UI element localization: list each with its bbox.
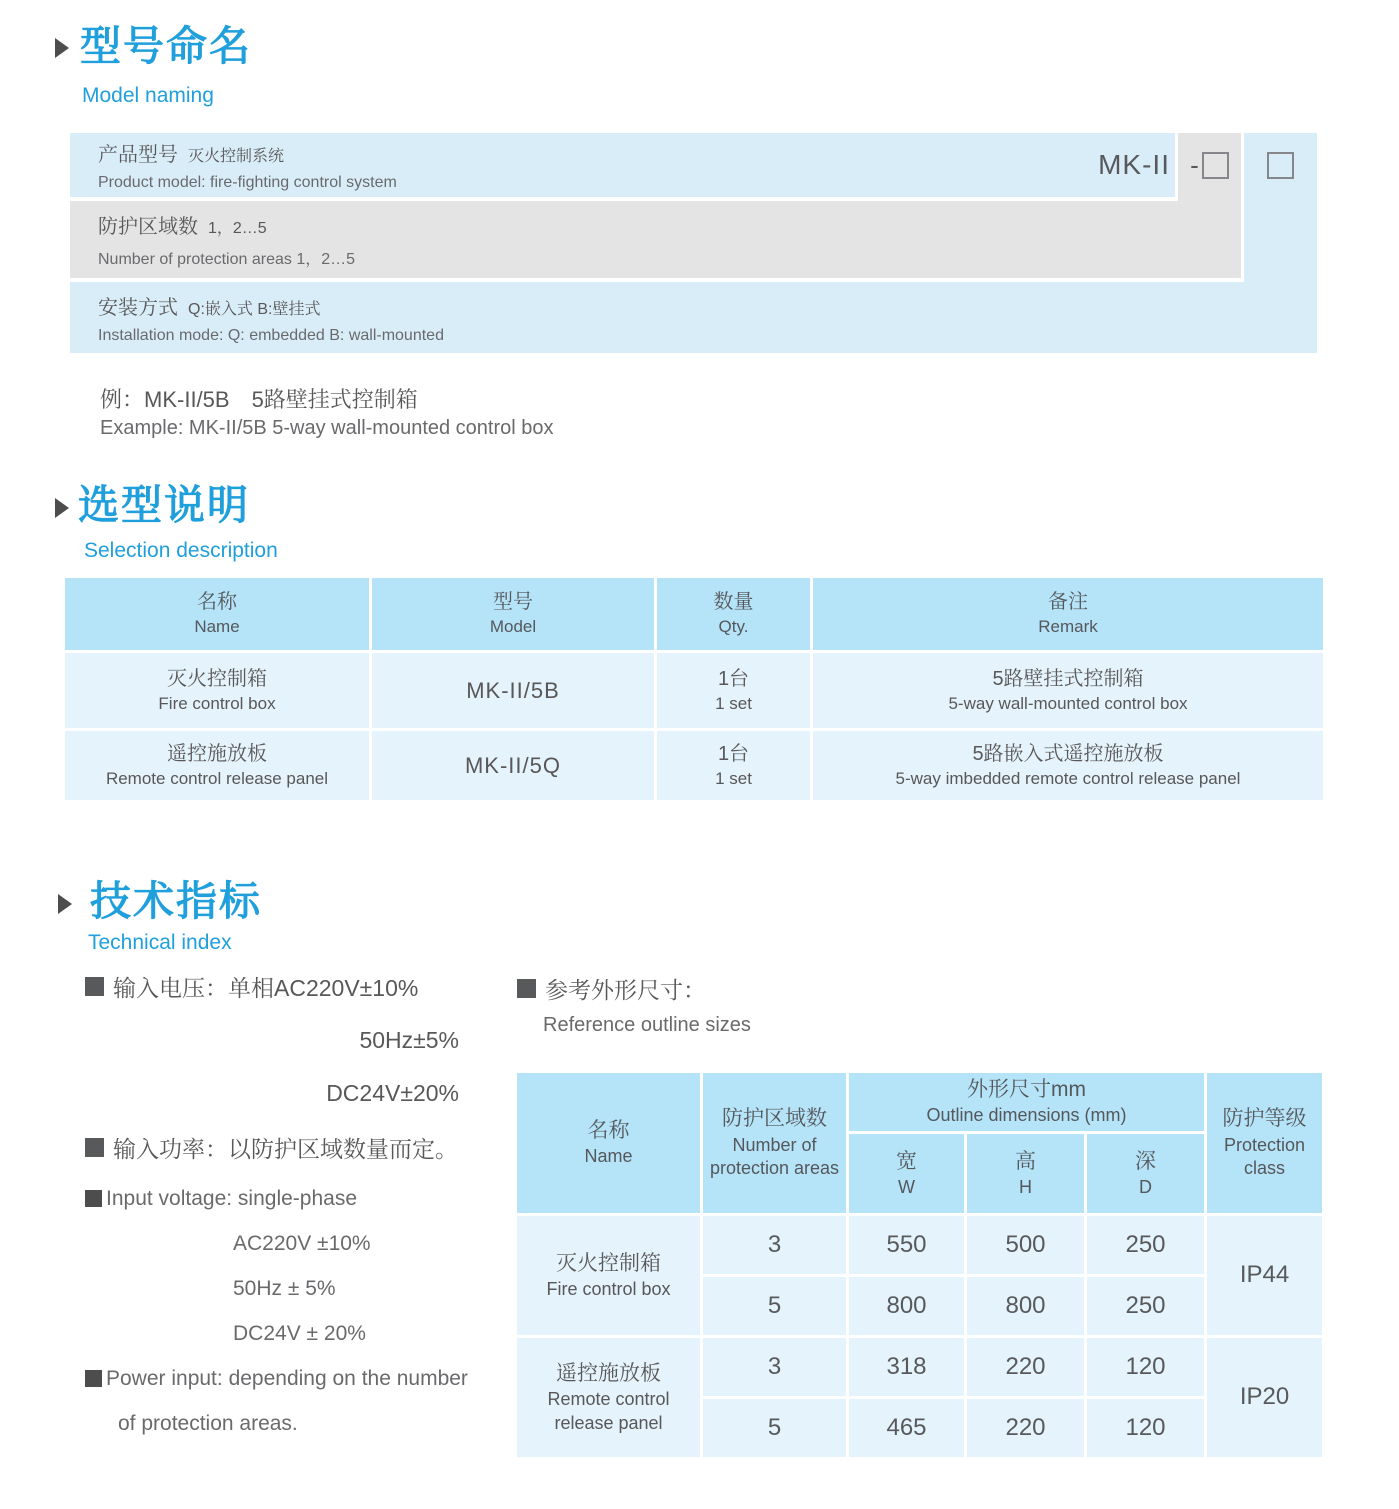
header-cn: 防护等级 <box>1222 1107 1307 1131</box>
table-cell-model <box>372 731 654 800</box>
cell-cn: 5路壁挂式控制箱 <box>992 667 1144 690</box>
table-cell-qty <box>657 731 810 800</box>
cell-value: 5 <box>767 1413 782 1441</box>
section-subtitle-model-naming: Model naming <box>82 84 214 107</box>
header-en: W <box>898 1176 915 1197</box>
diagram-row-installation-mode <box>70 282 1317 353</box>
header-en: Remark <box>1038 617 1098 637</box>
spec-voltage-ac220-en: AC220V ±10% <box>233 1232 371 1255</box>
col-header-remark <box>813 578 1323 650</box>
example-line-en: Example: MK-II/5B 5-way wall-mounted control box <box>100 417 554 439</box>
diagram-row-en: Number of protection areas 1，2…5 <box>98 251 356 268</box>
cell-value: 318 <box>886 1352 927 1380</box>
dim-cell-areas <box>703 1338 846 1396</box>
header-en: Outline dimensions (mm) <box>926 1105 1127 1126</box>
cell-value: 500 <box>1005 1230 1046 1258</box>
table-cell-model <box>372 653 654 728</box>
cell-model: MK-II/5B <box>466 677 560 703</box>
header-en: Number of protection areas <box>709 1134 840 1179</box>
header-cn: 备注 <box>1048 591 1088 614</box>
diagram-row-product-model <box>70 133 1175 197</box>
dim-header-d <box>1087 1134 1204 1213</box>
section-title-selection: 选型说明 <box>78 482 250 528</box>
table-cell-qty <box>657 653 810 728</box>
diagram-row-cn <box>98 138 1175 167</box>
spec-text: 输入电压：单相AC220V±10% <box>113 975 419 1001</box>
dim-cell-w <box>849 1399 964 1457</box>
cell-value: IP44 <box>1239 1261 1290 1289</box>
model-naming-diagram <box>70 133 1317 353</box>
square-bullet-icon <box>85 1138 104 1157</box>
square-bullet-icon <box>85 977 104 996</box>
header-cn: 型号 <box>493 591 533 614</box>
dim-header-outline <box>849 1073 1204 1131</box>
dimensions-table <box>517 1073 1322 1457</box>
spec-text: Input voltage: single-phase <box>106 1187 358 1210</box>
section-subtitle-technical: Technical index <box>88 931 232 954</box>
section-arrow-icon <box>55 38 69 58</box>
model-code-slot-mode <box>1244 133 1317 197</box>
header-en: Name <box>194 617 240 637</box>
row-desc-cn: 1，2…5 <box>208 220 267 237</box>
dim-header-w <box>849 1134 964 1213</box>
square-bullet-icon <box>85 1190 102 1207</box>
header-en: D <box>1139 1176 1152 1197</box>
dim-cell-areas <box>703 1399 846 1457</box>
model-code: MK-II <box>1098 149 1170 180</box>
header-en: Qty. <box>718 617 749 637</box>
dim-cell-class <box>1207 1338 1322 1457</box>
dim-cell-d <box>1087 1399 1204 1457</box>
spec-text: 输入功率：以防护区域数量而定。 <box>113 1136 458 1162</box>
dim-header-areas <box>703 1073 846 1213</box>
section-subtitle-selection: Selection description <box>84 539 278 562</box>
dim-header-name <box>517 1073 700 1213</box>
dim-cell-h <box>967 1277 1084 1335</box>
reference-outline-cn <box>517 972 706 1005</box>
header-cn: 深 <box>1135 1149 1156 1173</box>
header-cn: 名称 <box>587 1119 630 1143</box>
cell-value: IP20 <box>1239 1383 1290 1411</box>
section-title-model-naming: 型号命名 <box>80 23 252 69</box>
diagram-row-protection-areas <box>70 201 1241 278</box>
spec-power-input-en-2: of protection areas. <box>118 1412 298 1435</box>
cell-cn: 遥控施放板 <box>556 1361 661 1385</box>
cell-value: 220 <box>1005 1413 1046 1441</box>
section-title-technical: 技术指标 <box>90 878 262 924</box>
spec-voltage-50hz-en: 50Hz ± 5% <box>233 1277 336 1300</box>
dim-cell-name <box>517 1338 700 1457</box>
cell-value: 550 <box>886 1230 927 1258</box>
cell-value: 220 <box>1005 1352 1046 1380</box>
diagram-row-cn <box>98 210 1241 239</box>
cell-cn: 灭火控制箱 <box>167 667 267 690</box>
dim-cell-w <box>849 1338 964 1396</box>
table-cell-name <box>65 731 369 800</box>
dim-cell-name <box>517 1216 700 1335</box>
col-header-name <box>65 578 369 650</box>
dim-header-class <box>1207 1073 1322 1213</box>
spec-block-en <box>85 1176 468 1446</box>
cell-en: Remote control release panel <box>547 1389 670 1433</box>
col-header-model <box>372 578 654 650</box>
spec-input-voltage-en <box>85 1176 468 1221</box>
cell-en: 1 set <box>715 768 752 788</box>
cell-cn: 1台 <box>717 742 750 765</box>
table-cell-remark <box>813 653 1323 728</box>
cell-en: 5-way imbedded remote control release panel <box>895 768 1241 788</box>
header-en: Name <box>584 1146 633 1167</box>
spec-voltage-dc24-en: DC24V ± 20% <box>233 1322 366 1345</box>
cell-en: Remote control release panel <box>105 768 329 788</box>
dim-cell-h <box>967 1216 1084 1274</box>
dim-cell-d <box>1087 1338 1204 1396</box>
spec-block-cn <box>85 970 459 1186</box>
cell-en: 1 set <box>715 693 752 713</box>
spec-power-input-en <box>85 1356 468 1401</box>
col-header-qty <box>657 578 810 650</box>
row-desc-cn: 灭火控制系统 <box>188 148 285 165</box>
spec-input-power-cn <box>85 1131 459 1164</box>
placeholder-box-icon <box>1267 152 1294 179</box>
header-cn: 高 <box>1015 1149 1036 1173</box>
spec-voltage-dc24-cn: DC24V±20% <box>326 1080 459 1106</box>
cell-value: 250 <box>1125 1291 1166 1319</box>
cell-en: 5-way wall-mounted control box <box>948 693 1188 713</box>
header-cn: 数量 <box>713 591 754 614</box>
dim-cell-w <box>849 1277 964 1335</box>
cell-value: 3 <box>767 1230 782 1258</box>
header-en: H <box>1019 1176 1032 1197</box>
row-label-cn: 安装方式 <box>98 296 178 319</box>
spec-text: 参考外形尺寸： <box>545 977 706 1003</box>
diagram-row-en: Product model: fire-fighting control system <box>98 174 397 191</box>
dim-cell-class <box>1207 1216 1322 1335</box>
cell-en: Fire control box <box>546 1278 671 1299</box>
cell-model: MK-II/5Q <box>464 752 561 778</box>
diagram-row-en: Installation mode: Q: embedded B: wall-mounted <box>98 326 444 344</box>
header-cn: 防护区域数 <box>722 1107 827 1131</box>
cell-value: 120 <box>1125 1413 1166 1441</box>
section-arrow-icon <box>55 498 69 518</box>
spec-text: Power input: depending on the number <box>106 1367 468 1390</box>
row-label-cn: 产品型号 <box>98 144 178 166</box>
model-code-dash: - <box>1190 149 1199 180</box>
row-desc-cn: Q:嵌入式 B:壁挂式 <box>188 300 321 318</box>
row-label-cn: 防护区域数 <box>98 216 198 238</box>
square-bullet-icon <box>85 1370 102 1387</box>
selection-table <box>65 578 1323 800</box>
cell-en: Fire control box <box>158 693 276 713</box>
cell-value: 250 <box>1125 1230 1166 1258</box>
header-en: Model <box>489 617 537 637</box>
dim-header-h <box>967 1134 1084 1213</box>
placeholder-box-icon <box>1202 152 1229 179</box>
header-cn: 名称 <box>197 591 237 614</box>
model-code-slot-areas <box>1178 133 1241 197</box>
cell-cn: 灭火控制箱 <box>556 1251 661 1275</box>
dim-cell-h <box>967 1338 1084 1396</box>
dim-cell-areas <box>703 1277 846 1335</box>
cell-value: 800 <box>886 1291 927 1319</box>
cell-value: 800 <box>1005 1291 1046 1319</box>
cell-value: 3 <box>767 1352 782 1380</box>
cell-cn: 5路嵌入式遥控施放板 <box>972 742 1164 765</box>
spec-voltage-50hz-cn: 50Hz±5% <box>359 1027 459 1053</box>
cell-cn: 1台 <box>717 667 750 690</box>
header-cn: 宽 <box>896 1149 917 1173</box>
header-cn: 外形尺寸mm <box>967 1078 1086 1102</box>
cell-cn: 遥控施放板 <box>167 742 267 765</box>
section-arrow-icon <box>58 894 72 914</box>
dim-cell-d <box>1087 1277 1204 1335</box>
dim-cell-d <box>1087 1216 1204 1274</box>
header-en: Protection class <box>1223 1134 1306 1179</box>
spec-input-voltage-cn <box>85 970 459 1003</box>
reference-outline-en: Reference outline sizes <box>543 1014 751 1036</box>
cell-value: 120 <box>1125 1352 1166 1380</box>
diagram-row-cn <box>98 291 1317 320</box>
dim-cell-h <box>967 1399 1084 1457</box>
dim-cell-w <box>849 1216 964 1274</box>
cell-value: 5 <box>767 1291 782 1319</box>
dim-cell-areas <box>703 1216 846 1274</box>
square-bullet-icon <box>517 979 536 998</box>
example-line-cn: 例：MK-II/5B 5路壁挂式控制箱 <box>100 387 418 412</box>
cell-value: 465 <box>886 1413 927 1441</box>
table-cell-name <box>65 653 369 728</box>
table-cell-remark <box>813 731 1323 800</box>
